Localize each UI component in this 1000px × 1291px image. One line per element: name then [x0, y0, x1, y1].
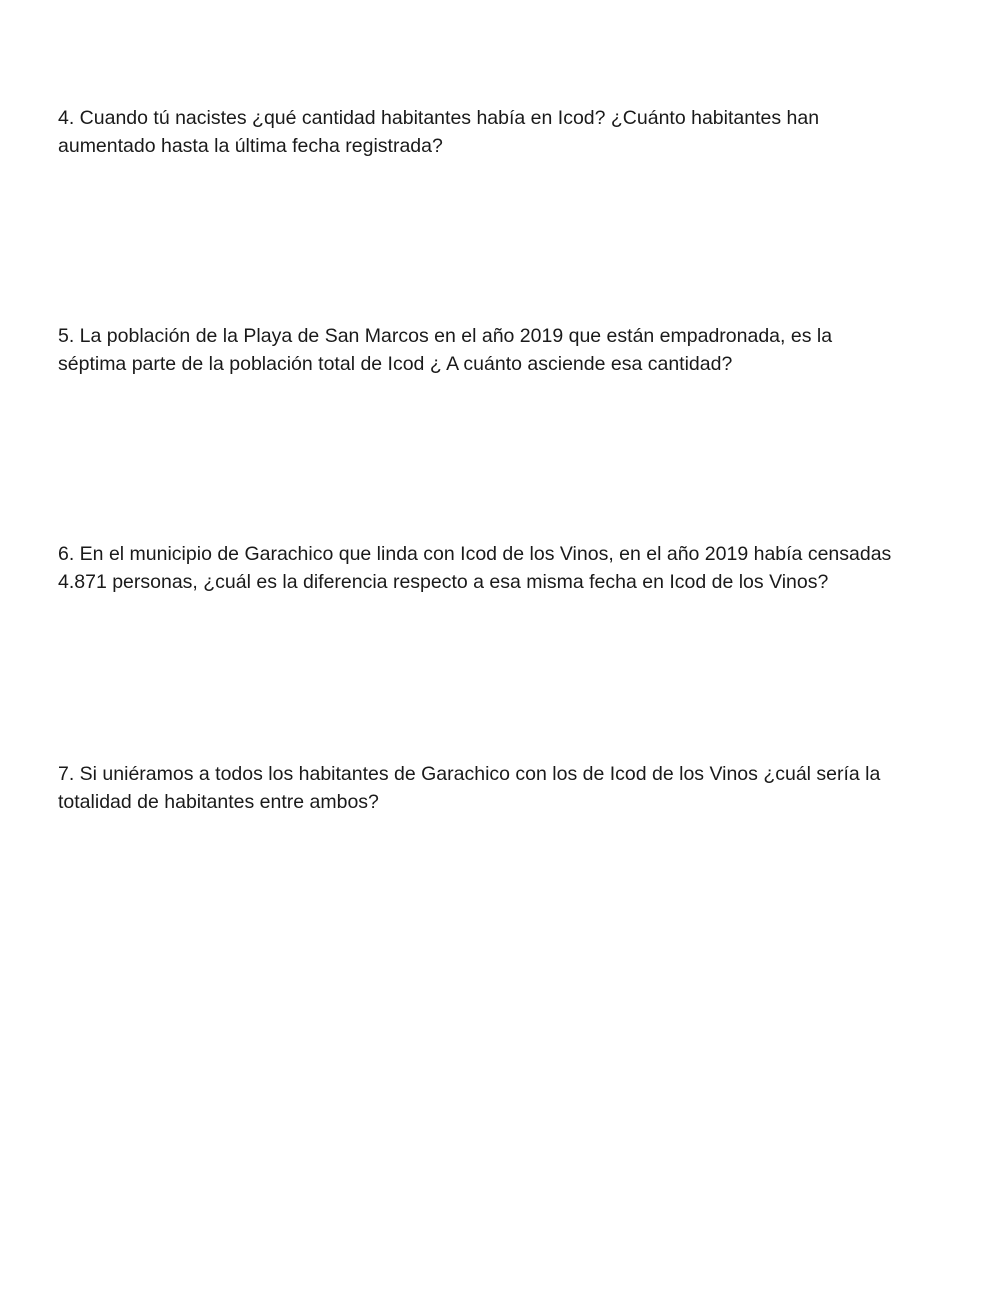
question-6: 6. En el municipio de Garachico que linda con Icod de los Vinos, en el año 2019 había censadas 4.871 personas, ¿cuál es la diferencia respecto a esa misma fecha en Icod de los Vinos? — [58, 543, 892, 593]
question-4: 4. Cuando tú nacistes ¿qué cantidad habitantes había en Icod? ¿Cuánto habitantes han aumentado hasta la última fecha registrada? — [58, 107, 820, 157]
question-7: 7. Si uniéramos a todos los habitantes de Garachico con los de Icod de los Vinos ¿cuál sería la totalidad de habitantes entre ambos? — [58, 763, 881, 813]
question-5: 5. La población de la Playa de San Marcos en el año 2019 que están empadronada, es la séptima parte de la población total de Icod ¿ A cuánto asciende esa cantidad? — [58, 325, 833, 375]
